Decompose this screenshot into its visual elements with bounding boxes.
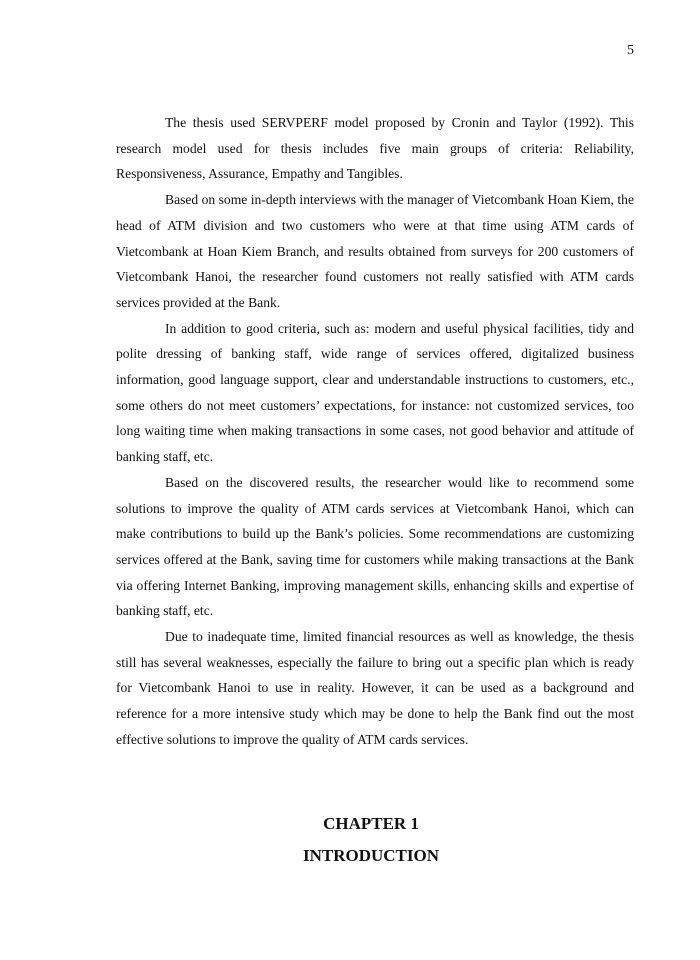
paragraph-recommendations: Based on the discovered results, the researcher would like to recommend some solutions to improve the quality of ATM cards services at Vietcombank Hanoi, which can make contributions to build up the Bank’s policies. Some recommendations are customizing services offered at the Bank, saving time for customers while making transactions at the Bank via offering Internet Banking, improving management skills, enhancing skills and expertise of banking staff, etc. (116, 474, 634, 619)
paragraph-servperf-model: The thesis used SERVPERF model proposed by Cronin and Taylor (1992). This research model used for thesis includes five main groups of criteria: Reliability, Responsiveness, Assurance, Empathy and Tangibles. (116, 115, 634, 182)
page-number: 5 (627, 43, 634, 58)
chapter-heading (116, 808, 626, 872)
body-text (116, 110, 634, 753)
chapter-number: CHAPTER 1 (323, 814, 419, 833)
chapter-title: INTRODUCTION (302, 846, 440, 865)
paragraph-interviews-findings: Based on some in-depth interviews with the manager of Vietcombank Hoan Kiem, the head of ATM division and two customers who were at that time using ATM cards of Vietcombank at Hoan Kiem Branch, and results obtained from surveys for 200 customers of Vietcombank Hanoi, the researcher found customers not really satisfied with ATM cards services provided at the Bank. (116, 192, 634, 310)
paragraph-criteria-assessment: In addition to good criteria, such as: modern and useful physical facilities, tidy and polite dressing of banking staff, wide range of services offered, digitalized business information, good language support, clear and understandable instructions to customers, etc., some others do not meet customers’ expectations, for instance: not customized services, too long waiting time when making transactions in some cases, not good behavior and attitude of banking staff, etc. (116, 320, 634, 465)
paragraph-limitations: Due to inadequate time, limited financial resources as well as knowledge, the thesis still has several weaknesses, especially the failure to bring out a specific plan which is ready for Vietcombank Hanoi to use in reality. However, it can be used as a background and reference for a more intensive study which may be done to help the Bank find out the most effective solutions to improve the quality of ATM cards services. (116, 629, 634, 747)
